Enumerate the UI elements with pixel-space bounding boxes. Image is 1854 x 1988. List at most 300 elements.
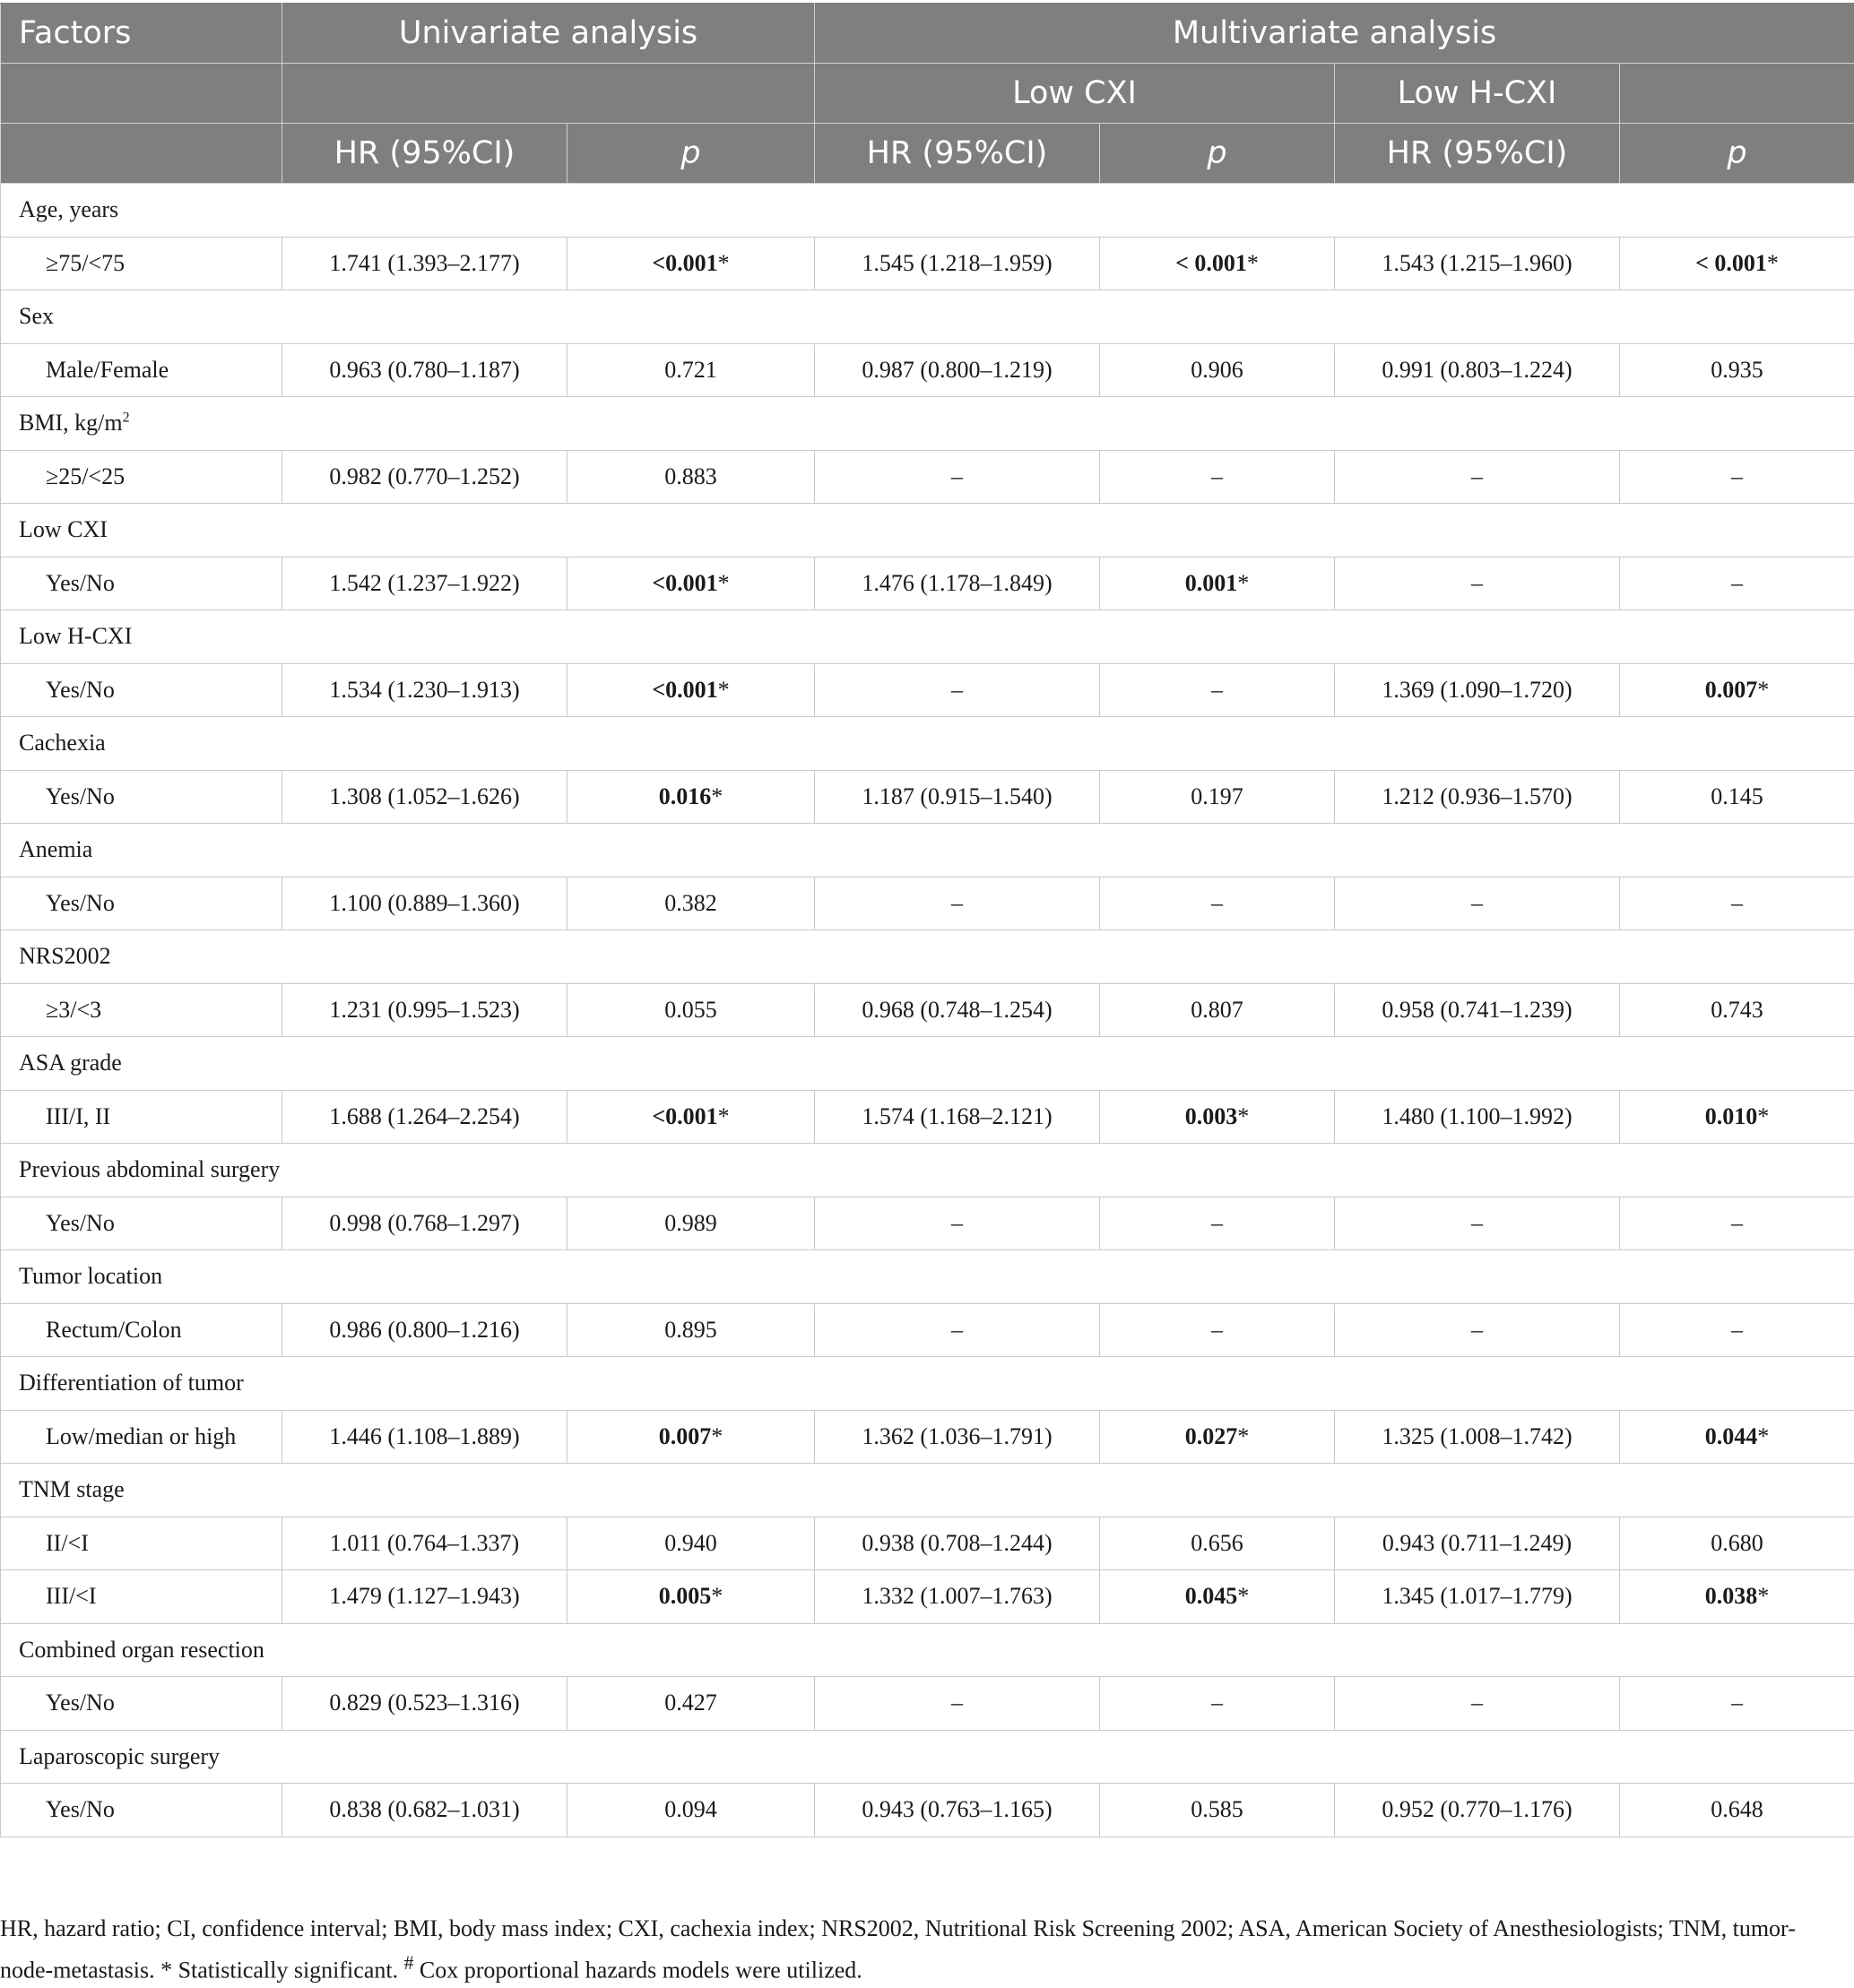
p-value: 0.016 <box>659 783 712 809</box>
factor-group-label <box>1 1144 1854 1197</box>
hr-value: 1.308 (1.052–1.626) <box>329 783 519 809</box>
p-value-cell <box>1100 1197 1335 1250</box>
comparison-label: ≥3/<3 <box>1 983 282 1037</box>
factor-group-label <box>1 1250 1854 1304</box>
factor-group-label <box>1 184 1854 238</box>
p-value: – <box>1211 463 1223 489</box>
factor-name: Differentiation of tumor <box>19 1370 244 1396</box>
header-blank <box>1620 64 1854 124</box>
p-value: 0.940 <box>664 1530 717 1556</box>
hr-value: 1.741 (1.393–2.177) <box>329 250 519 276</box>
p-value: 0.935 <box>1711 357 1763 383</box>
hr-value: – <box>1471 1317 1483 1343</box>
table-footnote <box>0 1912 1854 1988</box>
hr-ci-cell <box>1335 1303 1620 1357</box>
hr-value: 1.212 (0.936–1.570) <box>1382 783 1572 809</box>
factor-name: TNM stage <box>19 1476 125 1502</box>
hr-value: 0.838 (0.682–1.031) <box>329 1796 519 1822</box>
factor-group-label <box>1 504 1854 558</box>
hr-ci-cell <box>282 983 567 1037</box>
hr-ci-cell <box>282 770 567 824</box>
comparison-label: Yes/No <box>1 557 282 610</box>
factor-name: Age, years <box>19 196 118 222</box>
p-value-cell <box>567 1517 815 1570</box>
hr-ci-cell <box>1335 450 1620 504</box>
p-value: 0.680 <box>1711 1530 1763 1556</box>
hr-ci-cell <box>282 1517 567 1570</box>
p-value: 0.044 <box>1705 1423 1758 1449</box>
significance-marker: * <box>1757 1103 1769 1129</box>
table-row <box>1 237 1854 290</box>
hr-value: 1.446 (1.108–1.889) <box>329 1423 519 1449</box>
p-value: 0.743 <box>1711 997 1763 1023</box>
hr-value: – <box>1471 1210 1483 1236</box>
p-value: 0.038 <box>1705 1583 1758 1609</box>
hr-ci-cell <box>1335 983 1620 1037</box>
significance-marker: * <box>718 250 730 276</box>
p-value-cell <box>1620 237 1854 290</box>
p-value-cell <box>1620 1570 1854 1624</box>
p-value-cell <box>1100 770 1335 824</box>
hr-value: – <box>1471 463 1483 489</box>
factor-group-label <box>1 290 1854 344</box>
p-value: – <box>1731 1210 1743 1236</box>
comparison-label: III/<I <box>1 1570 282 1624</box>
table-row <box>1 1517 1854 1570</box>
p-value: – <box>1731 890 1743 916</box>
hr-value: 1.362 (1.036–1.791) <box>862 1423 1052 1449</box>
significance-marker: * <box>1237 1103 1249 1129</box>
p-value: 0.989 <box>664 1210 717 1236</box>
factor-group-label <box>1 717 1854 771</box>
hr-value: 1.476 (1.178–1.849) <box>862 570 1052 596</box>
factor-name: Low H-CXI <box>19 623 132 649</box>
comparison-label: II/<I <box>1 1517 282 1570</box>
comparison-label: ≥25/<25 <box>1 450 282 504</box>
p-value-cell <box>567 1677 815 1731</box>
hr-value: 1.100 (0.889–1.360) <box>329 890 519 916</box>
p-value-cell <box>567 557 815 610</box>
footnote-line-2-text: node-metastasis. * Statistically significant. <box>0 1958 404 1984</box>
factor-name: Low CXI <box>19 516 108 542</box>
significance-marker: * <box>718 570 730 596</box>
p-value: – <box>1211 890 1223 916</box>
group-row <box>1 290 1854 344</box>
p-value: 0.585 <box>1191 1796 1243 1822</box>
hr-ci-cell <box>282 343 567 397</box>
p-value-cell <box>1100 237 1335 290</box>
group-row <box>1 1730 1854 1784</box>
hr-value: – <box>951 677 963 703</box>
p-value-cell <box>567 1303 815 1357</box>
p-value-cell <box>1100 450 1335 504</box>
p-header-low-cxi: p <box>1100 124 1335 184</box>
hr-value: 0.987 (0.800–1.219) <box>862 357 1052 383</box>
p-value: 0.094 <box>664 1796 717 1822</box>
hr-ci-cell <box>282 1570 567 1624</box>
hr-value: 1.480 (1.100–1.992) <box>1382 1103 1572 1129</box>
significance-marker: * <box>1237 1583 1249 1609</box>
table-row <box>1 1090 1854 1144</box>
hr-ci-cell <box>815 1303 1100 1357</box>
hr-ci-cell <box>282 1090 567 1144</box>
p-value-cell <box>1100 1570 1335 1624</box>
p-value-cell <box>1100 1303 1335 1357</box>
p-value: <0.001 <box>652 250 717 276</box>
group-row <box>1 1464 1854 1517</box>
group-row <box>1 1357 1854 1411</box>
table-row <box>1 450 1854 504</box>
p-value: 0.010 <box>1705 1103 1758 1129</box>
p-header-univariate: p <box>567 124 815 184</box>
table-row <box>1 557 1854 610</box>
hr-value: 0.982 (0.770–1.252) <box>329 463 519 489</box>
comparison-label: Male/Female <box>1 343 282 397</box>
p-value: 0.382 <box>664 890 717 916</box>
p-value: – <box>1211 677 1223 703</box>
significance-marker: * <box>1757 1423 1769 1449</box>
hr-ci-cell <box>282 1197 567 1250</box>
p-value-cell <box>567 1784 815 1837</box>
significance-marker: * <box>1757 1583 1769 1609</box>
hr-value: – <box>951 890 963 916</box>
p-value-cell <box>567 1090 815 1144</box>
comparison-label: Low/median or high <box>1 1410 282 1464</box>
p-value-cell <box>567 237 815 290</box>
p-value: 0.906 <box>1191 357 1243 383</box>
group-row <box>1 1250 1854 1304</box>
p-value: 0.001 <box>1185 570 1238 596</box>
p-value-cell <box>1100 663 1335 717</box>
p-value-cell <box>567 1197 815 1250</box>
table-row <box>1 1197 1854 1250</box>
hr-ci-cell <box>1335 1090 1620 1144</box>
hr-ci-cell <box>282 237 567 290</box>
factor-name: Anemia <box>19 836 92 862</box>
hr-value: 1.231 (0.995–1.523) <box>329 997 519 1023</box>
p-value: 0.145 <box>1711 783 1763 809</box>
p-value: < 0.001 <box>1695 250 1767 276</box>
p-value-cell <box>1620 1197 1854 1250</box>
significance-marker: * <box>711 783 723 809</box>
factor-name: Cachexia <box>19 730 106 756</box>
group-row <box>1 717 1854 771</box>
p-value-cell <box>1620 1677 1854 1731</box>
p-value-cell <box>567 770 815 824</box>
hr-value: – <box>1471 570 1483 596</box>
hr-value: 0.958 (0.741–1.239) <box>1382 997 1572 1023</box>
hr-ci-cell <box>282 877 567 930</box>
hr-ci-cell <box>1335 770 1620 824</box>
multivariate-header: Multivariate analysis <box>815 4 1854 64</box>
factor-name: ASA grade <box>19 1050 122 1076</box>
group-row <box>1 930 1854 984</box>
hr-value: 0.943 (0.763–1.165) <box>862 1796 1052 1822</box>
table-row <box>1 983 1854 1037</box>
hr-value: – <box>951 1210 963 1236</box>
header-blank <box>282 64 815 124</box>
p-value: 0.055 <box>664 997 717 1023</box>
header-blank <box>1 124 282 184</box>
p-value: 0.005 <box>659 1583 712 1609</box>
hr-ci-cell <box>815 1410 1100 1464</box>
header-blank <box>1 64 282 124</box>
table-row <box>1 1784 1854 1837</box>
factor-group-label <box>1 930 1854 984</box>
hr-value: 1.479 (1.127–1.943) <box>329 1583 519 1609</box>
table-row <box>1 1410 1854 1464</box>
p-value: 0.427 <box>664 1690 717 1716</box>
hr-value: 1.574 (1.168–2.121) <box>862 1103 1052 1129</box>
factor-name: NRS2002 <box>19 943 111 969</box>
comparison-label: ≥75/<75 <box>1 237 282 290</box>
factor-name: Laparoscopic surgery <box>19 1743 220 1769</box>
p-value: 0.648 <box>1711 1796 1763 1822</box>
hr-ci-cell <box>815 450 1100 504</box>
low-cxi-header: Low CXI <box>815 64 1335 124</box>
p-value: 0.807 <box>1191 997 1243 1023</box>
unit-superscript: 2 <box>123 411 130 426</box>
hr-value: – <box>951 1690 963 1716</box>
factor-group-label <box>1 1730 1854 1784</box>
hr-ci-cell <box>815 1517 1100 1570</box>
hr-value: – <box>1471 890 1483 916</box>
p-header-low-hcxi: p <box>1620 124 1854 184</box>
p-value-cell <box>1100 1677 1335 1731</box>
comparison-label: Yes/No <box>1 663 282 717</box>
low-hcxi-header: Low H-CXI <box>1335 64 1620 124</box>
table-row <box>1 877 1854 930</box>
table-row <box>1 1677 1854 1731</box>
significance-marker: * <box>711 1423 723 1449</box>
p-value: <0.001 <box>652 1103 717 1129</box>
comparison-label: Yes/No <box>1 1677 282 1731</box>
hr-ci-cell <box>815 1090 1100 1144</box>
hr-ci-cell <box>1335 877 1620 930</box>
p-value-cell <box>1100 343 1335 397</box>
hr-header-univariate: HR (95%CI) <box>282 124 567 184</box>
group-row <box>1 610 1854 664</box>
hr-value: 0.991 (0.803–1.224) <box>1382 357 1572 383</box>
p-value-cell <box>567 450 815 504</box>
factor-name: BMI, kg/m <box>19 410 123 436</box>
hr-value: 0.829 (0.523–1.316) <box>329 1690 519 1716</box>
comparison-label: Yes/No <box>1 877 282 930</box>
p-value-cell <box>1620 770 1854 824</box>
p-value: 0.003 <box>1185 1103 1238 1129</box>
hr-header-low-cxi: HR (95%CI) <box>815 124 1100 184</box>
hr-ci-cell <box>282 1410 567 1464</box>
factor-name: Combined organ resection <box>19 1637 264 1663</box>
factor-name: Previous abdominal surgery <box>19 1156 280 1182</box>
hr-value: 1.543 (1.215–1.960) <box>1382 250 1572 276</box>
hr-ci-cell <box>1335 1517 1620 1570</box>
hr-value: 1.187 (0.915–1.540) <box>862 783 1052 809</box>
significance-marker: * <box>1237 570 1249 596</box>
group-row <box>1 1144 1854 1197</box>
hr-ci-cell <box>815 343 1100 397</box>
hr-ci-cell <box>282 1303 567 1357</box>
hr-value: 1.542 (1.237–1.922) <box>329 570 519 596</box>
p-value-cell <box>1620 877 1854 930</box>
factors-header: Factors <box>1 4 282 64</box>
table-row <box>1 770 1854 824</box>
comparison-label: Yes/No <box>1 1784 282 1837</box>
p-value-cell <box>567 877 815 930</box>
p-value-cell <box>1620 663 1854 717</box>
hr-ci-cell <box>815 1197 1100 1250</box>
results-table <box>0 3 1854 1837</box>
factor-group-label <box>1 1623 1854 1677</box>
factor-group-label <box>1 610 1854 664</box>
footnote-hash-marker: # <box>404 1952 414 1974</box>
p-value-cell <box>1620 983 1854 1037</box>
hr-value: 0.938 (0.708–1.244) <box>862 1530 1052 1556</box>
hr-ci-cell <box>1335 1784 1620 1837</box>
footnote-line-2-end: Cox proportional hazards models were utilized. <box>413 1958 862 1984</box>
p-value: 0.721 <box>664 357 717 383</box>
significance-marker: * <box>718 677 730 703</box>
hr-ci-cell <box>815 1784 1100 1837</box>
p-value: 0.883 <box>664 463 717 489</box>
p-value: <0.001 <box>652 677 717 703</box>
p-value-cell <box>567 663 815 717</box>
hr-value: 1.545 (1.218–1.959) <box>862 250 1052 276</box>
factor-group-label <box>1 1357 1854 1411</box>
hr-value: 1.369 (1.090–1.720) <box>1382 677 1572 703</box>
significance-marker: * <box>1237 1423 1249 1449</box>
table-row <box>1 1303 1854 1357</box>
p-value: 0.007 <box>659 1423 712 1449</box>
p-value: – <box>1731 463 1743 489</box>
table-row <box>1 343 1854 397</box>
p-value: 0.045 <box>1185 1583 1238 1609</box>
p-value: 0.027 <box>1185 1423 1238 1449</box>
p-value: – <box>1731 1317 1743 1343</box>
p-value: – <box>1211 1317 1223 1343</box>
p-value: <0.001 <box>652 570 717 596</box>
p-value-cell <box>567 1570 815 1624</box>
footnote-line-2 <box>0 1946 1854 1988</box>
table-row <box>1 1570 1854 1624</box>
footnote-line-1: HR, hazard ratio; CI, confidence interval; BMI, body mass index; CXI, cachexia index; NRS2002, Nutritional Risk Screening 2002; ASA, American Society of Anesthesiologists; TNM, tumor- <box>0 1912 1854 1946</box>
p-value-cell <box>567 1410 815 1464</box>
hr-ci-cell <box>1335 343 1620 397</box>
hr-header-low-hcxi: HR (95%CI) <box>1335 124 1620 184</box>
hr-value: – <box>951 463 963 489</box>
p-value-cell <box>1620 1303 1854 1357</box>
hr-value: 1.325 (1.008–1.742) <box>1382 1423 1572 1449</box>
hr-ci-cell <box>815 1570 1100 1624</box>
p-value-cell <box>1620 1517 1854 1570</box>
p-value-cell <box>567 343 815 397</box>
significance-marker: * <box>1247 250 1259 276</box>
significance-marker: * <box>711 1583 723 1609</box>
hr-value: 1.534 (1.230–1.913) <box>329 677 519 703</box>
hr-ci-cell <box>1335 1570 1620 1624</box>
hr-value: – <box>951 1317 963 1343</box>
p-value-cell <box>1100 1090 1335 1144</box>
group-row <box>1 184 1854 238</box>
p-value-cell <box>1100 1410 1335 1464</box>
group-row <box>1 504 1854 558</box>
factor-name: Tumor location <box>19 1263 162 1289</box>
hr-ci-cell <box>815 1677 1100 1731</box>
hr-ci-cell <box>1335 1677 1620 1731</box>
hr-value: 0.968 (0.748–1.254) <box>862 997 1052 1023</box>
p-value-cell <box>1100 877 1335 930</box>
hr-value: 1.332 (1.007–1.763) <box>862 1583 1052 1609</box>
p-value-cell <box>1100 557 1335 610</box>
table-row <box>1 663 1854 717</box>
p-value-cell <box>1100 1784 1335 1837</box>
comparison-label: Rectum/Colon <box>1 1303 282 1357</box>
hr-ci-cell <box>815 663 1100 717</box>
hr-value: 0.943 (0.711–1.249) <box>1382 1530 1572 1556</box>
hr-ci-cell <box>1335 557 1620 610</box>
comparison-label: III/I, II <box>1 1090 282 1144</box>
hr-ci-cell <box>815 557 1100 610</box>
hr-value: – <box>1471 1690 1483 1716</box>
p-value: 0.656 <box>1191 1530 1243 1556</box>
hr-value: 1.688 (1.264–2.254) <box>329 1103 519 1129</box>
p-value-cell <box>1620 1090 1854 1144</box>
p-value: – <box>1211 1210 1223 1236</box>
group-row <box>1 1037 1854 1091</box>
hr-ci-cell <box>815 770 1100 824</box>
hr-ci-cell <box>815 983 1100 1037</box>
hr-value: 0.998 (0.768–1.297) <box>329 1210 519 1236</box>
p-value-cell <box>1100 983 1335 1037</box>
p-value-cell <box>1100 1517 1335 1570</box>
comparison-label: Yes/No <box>1 770 282 824</box>
factor-group-label <box>1 397 1854 451</box>
hr-value: 0.952 (0.770–1.176) <box>1382 1796 1572 1822</box>
p-value: < 0.001 <box>1175 250 1247 276</box>
p-value: 0.197 <box>1191 783 1243 809</box>
hr-ci-cell <box>815 237 1100 290</box>
group-row <box>1 1623 1854 1677</box>
hr-ci-cell <box>282 1677 567 1731</box>
factor-group-label <box>1 1037 1854 1091</box>
comparison-label: Yes/No <box>1 1197 282 1250</box>
hr-ci-cell <box>282 557 567 610</box>
p-value: – <box>1731 1690 1743 1716</box>
p-value-cell <box>1620 450 1854 504</box>
p-value: 0.895 <box>664 1317 717 1343</box>
p-value-cell <box>1620 1784 1854 1837</box>
group-row <box>1 397 1854 451</box>
hr-ci-cell <box>282 663 567 717</box>
significance-marker: * <box>1757 677 1769 703</box>
p-value-cell <box>1620 343 1854 397</box>
univariate-header: Univariate analysis <box>282 4 815 64</box>
p-value-cell <box>1620 1410 1854 1464</box>
hr-ci-cell <box>1335 1197 1620 1250</box>
p-value: – <box>1731 570 1743 596</box>
hr-value: 1.345 (1.017–1.779) <box>1382 1583 1572 1609</box>
factor-group-label <box>1 1464 1854 1517</box>
p-value: – <box>1211 1690 1223 1716</box>
significance-marker: * <box>718 1103 730 1129</box>
significance-marker: * <box>1767 250 1779 276</box>
hr-ci-cell <box>1335 237 1620 290</box>
table-body <box>1 184 1854 1837</box>
hr-value: 0.963 (0.780–1.187) <box>329 357 519 383</box>
hr-ci-cell <box>282 450 567 504</box>
hr-value: 0.986 (0.800–1.216) <box>329 1317 519 1343</box>
hr-ci-cell <box>282 1784 567 1837</box>
